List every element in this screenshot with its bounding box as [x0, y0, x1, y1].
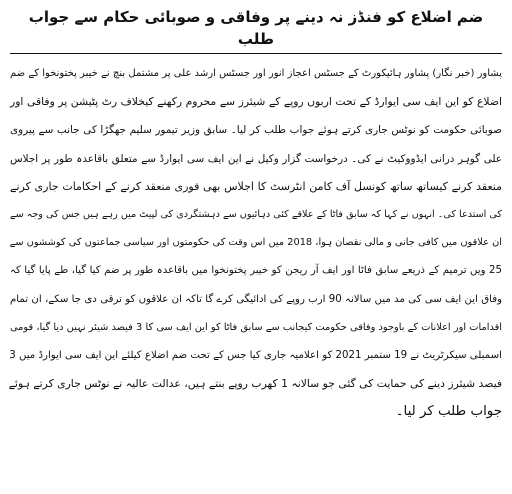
article-line-last: جواب طلب کر لیا۔	[395, 404, 502, 420]
article-line: اسمبلی سیکرٹریٹ نے 19 ستمبر 2021 کو اعلامیہ جاری کیا جس کے تحت ضم اضلاع کیلئے این ایف سی ایوارڈ میں 3	[9, 349, 502, 361]
article-line: کی استدعا کی۔ انہوں نے کہا کہ سابق فاٹا کے علاقے کئی دہائیوں سے دہشتگردی کی لپیٹ میں رہے ہیں جس کی وجہ سے	[10, 208, 502, 220]
article-line: صوبائی حکومت کو نوٹس جاری کرتے ہوئے جواب طلب کر لیا۔ سابق وزیر تیمور سلیم جھگڑا کی جانب سے پیروی	[10, 124, 502, 137]
article-line: پشاور (خبر نگار) پشاور ہائیکورٹ کے جسٹس اعجاز انور اور جسٹس ارشد علی پر مشتمل بنچ نے خیبر پختونخوا کے ضم	[10, 68, 502, 79]
article-line: منعقد کرنے کیساتھ ساتھ کونسل آف کامن انٹرسٹ کا اجلاس بھی فوری منعقد کرنے کے احکامات جاری کرنے	[10, 179, 502, 193]
headline-container	[10, 6, 502, 54]
article-line: وفاق این ایف سی کی مد میں سالانہ 90 ارب روپے کی ادائیگی کرے گا تاکہ ان علاقوں کو ترقی دی جا سکے، ان تمام	[10, 293, 502, 305]
article-headline: ضم اضلاع کو فنڈز نہ دینے پر وفاقی و صوبائی حکام سے جواب طلب	[10, 6, 502, 54]
article-line: اقدامات اور اعلانات کے باوجود وفاقی حکومت کیجانب سے سابق فاٹا کو این ایف سی کا 3 فیصد شیئر نہیں دیا گیا، قومی	[10, 321, 502, 333]
article-line: فیصد شیئرز دینے کی حمایت کی گئی جو سالانہ 1 کھرب روپے بنتے ہیں، عدالت عالیہ نے نوٹس جاری کرتے ہوئے	[8, 377, 502, 391]
article-line: ان علاقوں میں کافی جانی و مالی نقصان ہوا، 2018 میں اس وقت کی حکومتوں اور سیاسی جماعتوں کی کوششوں سے	[9, 237, 502, 249]
article-line: علی گوہر درانی ایڈووکیٹ نے کی۔ درخواست گزار وکیل نے این ایف سی ایوارڈ سے متعلق باقاعدہ طور پر اجلاس	[10, 152, 502, 165]
article-line: 25 ویں ترمیم کے ذریعے سابق فاٹا اور ایف آر ریجن کو خیبر پختونخوا میں باقاعدہ طور پر ضم کیا گیا، طے پایا گیا کہ	[10, 265, 502, 277]
article-line: اضلاع کو این ایف سی ایوارڈ کے تحت اربوں روپے کے شیئرز سے محروم رکھنے کیخلاف رٹ پٹیشن پر وفاقی اور	[10, 95, 502, 109]
article-body	[10, 60, 502, 426]
